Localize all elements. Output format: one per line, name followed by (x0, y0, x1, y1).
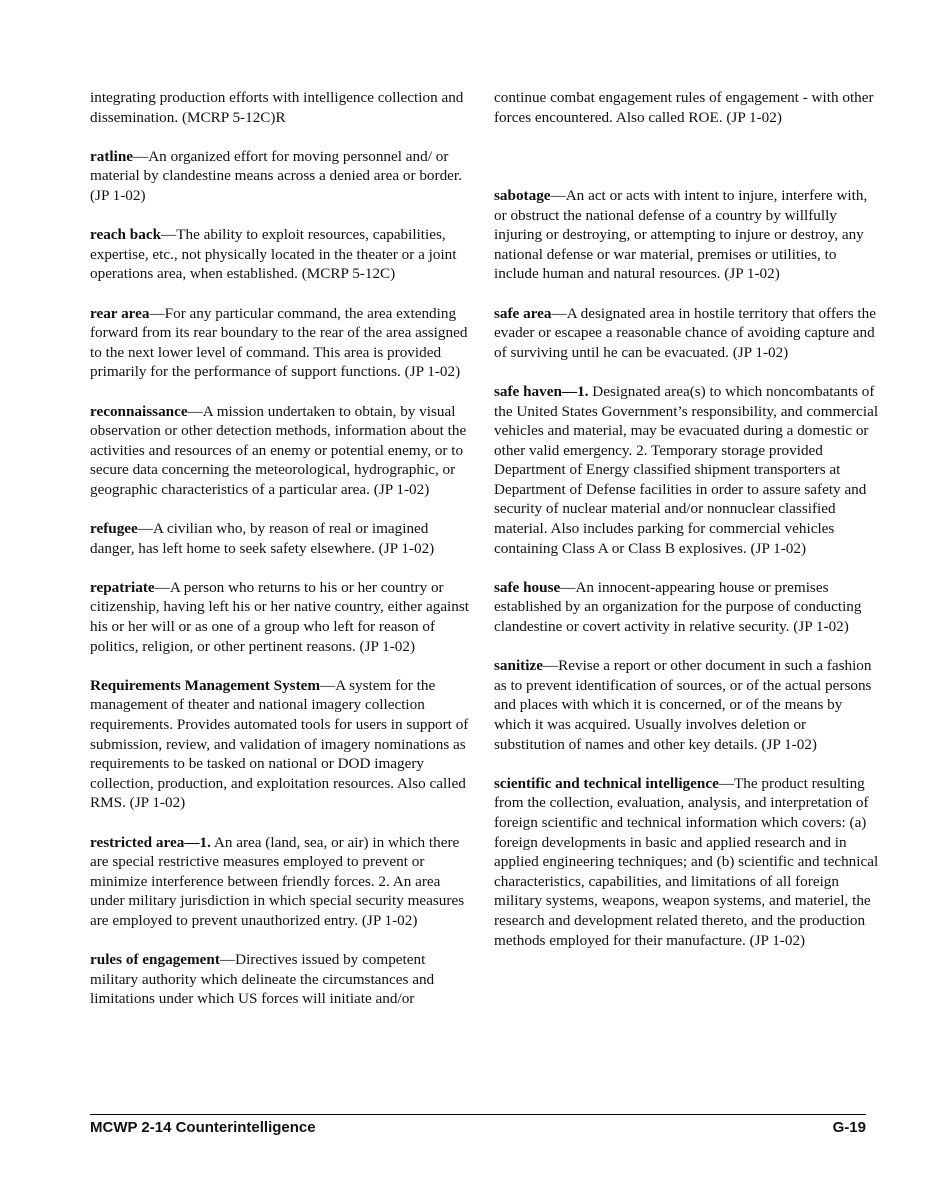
footer-page-number: G-19 (832, 1119, 866, 1136)
entry-sense-number: —1. (561, 382, 589, 400)
glossary-entry-rules-of-engagement (90, 950, 476, 1009)
entry-term: rules of engagement (90, 951, 220, 969)
glossary-entry-ratline (90, 147, 476, 206)
right-column (494, 88, 880, 970)
glossary-entry-safe-area (494, 304, 880, 363)
entry-text: —Directives issued by competent military authority which delineate the circumstances and limitations under which US forces will initiate and/or (90, 951, 435, 1008)
glossary-entry (90, 88, 476, 127)
glossary-entry-sanitize (494, 656, 880, 754)
left-column (90, 88, 476, 1029)
footer-divider (90, 1114, 866, 1115)
glossary-entry-reach-back (90, 225, 476, 284)
entry-term: safe area (494, 304, 552, 322)
entry-text: —A mission undertaken to obtain, by visual observation or other detection methods, information about the activities and resources of an enemy or potential enemy, or to secure data concerning the meteorological, hydrographic, or geographic characteristics of a particular area. (JP 1-02) (90, 402, 467, 498)
entry-term: restricted area (90, 833, 185, 851)
entry-term: refugee (90, 520, 138, 538)
entry-term: rear area (90, 304, 150, 322)
entry-sense-number: —1. (184, 833, 211, 851)
entry-term: safe haven (494, 382, 562, 400)
entry-text: —For any particular command, the area extending forward from its rear boundary to the rear of the area assigned to the next lower level of command. This area is provided primarily for the performance of support functions. (JP 1-02) (90, 304, 468, 381)
entry-text: —An act or acts with intent to injure, interfere with, or obstruct the national defense of a country by willfully injuring or destroying, or attempting to injure or destroy, any national defense or war material, premises or utilities, to include human and natural resources. (JP 1-02) (494, 186, 868, 283)
entry-text: —A designated area in hostile territory that offers the evader or escapee a reasonable chance of avoiding capture and of surviving until he can be evacuated. (JP 1-02) (494, 304, 876, 361)
entry-term: reach back (90, 226, 162, 244)
entry-term: scientific and technical intelligence (494, 774, 719, 792)
entry-term: sabotage (494, 186, 551, 204)
entry-text: An area (land, sea, or air) in which there are special restrictive measures employed to prevent or minimize interference between friendly forces. 2. An area under military jurisdiction in which special security measures are employed to prevent unauthorized entry. (JP 1-02) (90, 833, 465, 929)
glossary-entry-scientific-technical-intelligence (494, 774, 880, 950)
glossary-entry-rear-area (90, 304, 476, 382)
glossary-entry-repatriate (90, 578, 476, 656)
entry-term: repatriate (90, 578, 155, 596)
entry-text: —The ability to exploit resources, capabilities, expertise, etc., not physically located in the theater or a joint operations area, when established. (MCRP 5-12C) (90, 226, 457, 283)
glossary-entry-rms (90, 676, 476, 813)
entry-term: reconnaissance (90, 402, 188, 420)
entry-text: continue combat engagement rules of engagement - with other forces encountered. Also called ROE. (JP 1-02) (494, 89, 874, 126)
glossary-entry (494, 88, 880, 127)
glossary-entry-safe-haven (494, 382, 880, 558)
entry-term: Requirements Management System (90, 676, 321, 694)
entry-text: —Revise a report or other document in such a fashion as to prevent identification of sources, or of the actual persons and places with which it is concerned, or of the means by which it was acquired. Usually involves deletion or substitution of names and other key details. (JP 1-02) (494, 657, 872, 753)
footer-publication-title: MCWP 2-14 Counterintelligence (90, 1119, 316, 1136)
entry-term: safe house (494, 578, 561, 596)
entry-term: sanitize (494, 657, 543, 675)
glossary-entry-sabotage (494, 186, 880, 284)
glossary-entry-reconnaissance (90, 402, 476, 500)
entry-text: —An organized effort for moving personnel and/ or material by clandestine means across a denied area or border. (JP 1-02) (90, 147, 462, 204)
entry-text: —A system for the management of theater and national imagery collection requirements. Provides automated tools for users in support of submission, review, and validation of imagery nominations as requirements to be tasked on national or DOD imagery collection, production, and exploitation resources. Also called RMS. (JP 1-02) (90, 676, 469, 812)
entry-term: ratline (90, 147, 134, 165)
entry-text: integrating production efforts with intelligence collection and dissemination. (MCRP 5-12C)R (90, 89, 464, 126)
glossary-entry-safe-house (494, 578, 880, 637)
entry-text: —The product resulting from the collection, evaluation, analysis, and interpretation of foreign scientific and technical information which covers: (a) foreign developments in basic and applied research and in applied engineering techniques; and (b) scientific and technical characteristics, capabilities, and limitations of all foreign military systems, weapons, weapon systems, and materiel, the research and development related thereto, and the production methods employed for their manufacture. (JP 1-02) (494, 774, 879, 949)
entry-text: —A civilian who, by reason of real or imagined danger, has left home to seek safety elsewhere. (JP 1-02) (90, 520, 435, 557)
entry-text: Designated area(s) to which noncombatants of the United States Government’s responsibility, and commercial vehicles and material, may be evacuated during a domestic or other valid emergency. 2. Temporary storage provided Department of Energy classified shipment transporters at Department of Defense facilities in order to assure safety and security of nuclear material and/or nonnuclear classified material. Also includes parking for commercial vehicles containing Class A or Class B explosives. (JP 1-02) (494, 382, 879, 557)
glossary-entry-refugee (90, 519, 476, 558)
entry-text: —An innocent-appearing house or premises established by an organization for the purpose of conducting clandestine or covert activity in relative security. (JP 1-02) (494, 578, 862, 636)
entry-text: —A person who returns to his or her country or citizenship, having left his or her native country, either against his or her will or as one of a group who left for reason of politics, religion, or other pertinent reasons. (JP 1-02) (90, 578, 470, 655)
glossary-entry-restricted-area (90, 833, 476, 931)
